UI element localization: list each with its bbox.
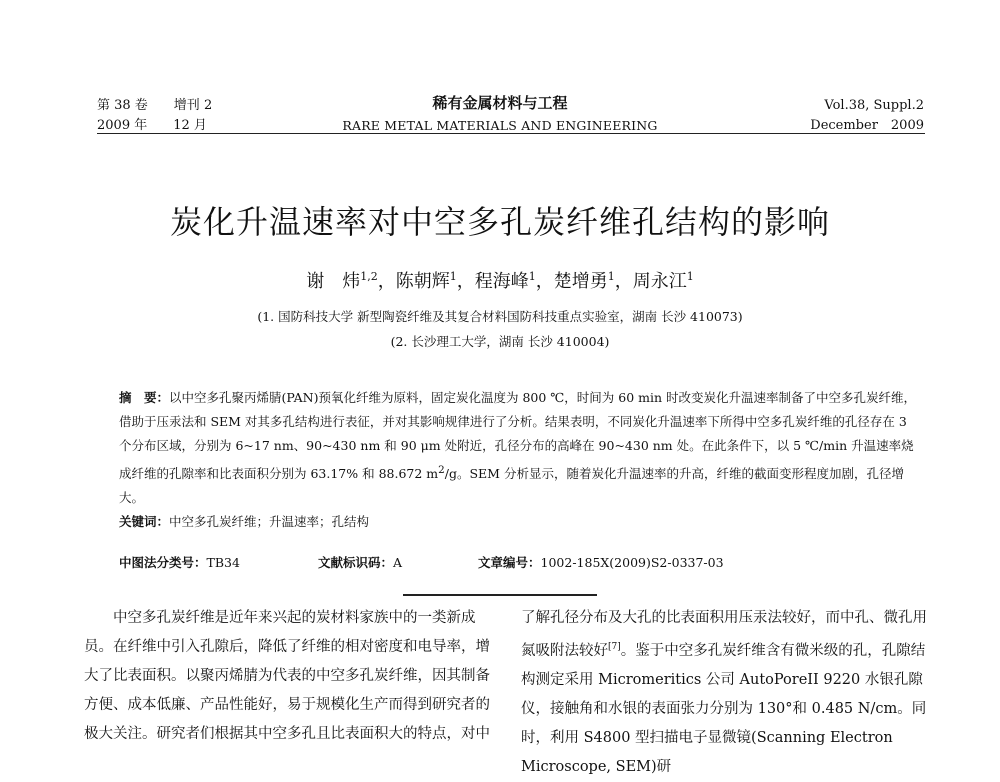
author-list bbox=[200, 267, 800, 293]
citation-ref: [7] bbox=[608, 642, 621, 652]
header-rule bbox=[97, 133, 925, 134]
body-column-right bbox=[521, 604, 929, 782]
header-date-en: December 2009 bbox=[810, 118, 924, 133]
affiliation-2: (2. 长沙理工大学，湖南 长沙 410004) bbox=[390, 334, 610, 349]
paper-title: 炭化升温速率对中空多孔炭纤维孔结构的影响 bbox=[169, 203, 830, 241]
author-name: 谢 炜 bbox=[306, 271, 361, 292]
header-volume-issue: 第 38 卷 增刊 2 bbox=[97, 98, 213, 113]
doc-code-label: 文献标识码： bbox=[318, 555, 394, 570]
abstract bbox=[119, 386, 919, 534]
author-affiliation-mark: 1 bbox=[607, 270, 615, 283]
journal-title-cn: 稀有金属材料与工程 bbox=[432, 94, 568, 112]
abstract-text-cont: /g。SEM 分析显示，随着炭化升温速率的升高，纤维的截面变形程度加剧，孔径增大。 bbox=[119, 466, 904, 506]
clc-number bbox=[119, 553, 240, 571]
journal-title-en: RARE METAL MATERIALS AND ENGINEERING bbox=[342, 118, 658, 133]
author-affiliation-mark: 1 bbox=[686, 270, 694, 283]
document-code bbox=[318, 553, 402, 571]
header-date-cn: 2009 年 12 月 bbox=[97, 118, 207, 133]
keywords-label: 关键词： bbox=[119, 514, 170, 530]
article-number-label: 文章编号： bbox=[478, 555, 541, 570]
body-paragraph: 中空多孔炭纤维是近年来兴起的炭材料家族中的一类新成员。在纤维中引入孔隙后，降低了纤维的相对密度和电导率，增大了比表面积。以聚丙烯腈为代表的中空多孔炭纤维，因其制备方便、成本低廉、产品性能好，易于规模化生产而得到研究者的极大关注。研究者们根据其中空多孔且比表面积大的特点，对中 bbox=[84, 610, 490, 742]
doc-code-value: A bbox=[393, 555, 403, 570]
article-number-value: 1002-185X(2009)S2-0337-03 bbox=[540, 555, 724, 570]
body-column-left bbox=[84, 604, 492, 749]
author-affiliation-mark: 1 bbox=[528, 270, 536, 283]
abstract-label: 摘 要： bbox=[119, 390, 170, 405]
body-text-cont: 。鉴于中空多孔炭纤维含有微米级的孔，孔隙结构测定采用 Micromeritics 公司 AutoPoreII 9220 水银孔隙仪，接触角和水银的表面张力分别为 130°和 0.485 N/cm。同时，利用 S4800 型扫描电子显微镜(Scanning Electron Microscope, SEM)研 bbox=[521, 642, 927, 775]
author-name: ，陈朝辉 bbox=[377, 271, 450, 292]
abstract-superscript: 2 bbox=[438, 464, 445, 476]
body-text: 了解孔径分布及大孔的比表面积用压汞法较好，而中孔、微孔用氮吸附法较好 bbox=[521, 610, 927, 659]
abstract-text: 以中空多孔聚丙烯腈(PAN)预氧化纤维为原料，固定炭化温度为 800 ℃，时间为 60 min 时改变炭化升温速率制备了中空多孔炭纤维，借助于压汞法和 SEM 对其多孔结构进行表征，并对其影响规律进行了分析。结果表明，不同炭化升温速率下所得中空多孔炭纤维的孔径存在 3 个分布区域，分别为 6~17 nm、90~430 nm 和 90 μm 处附近，孔径分布的高峰在 90~430 nm 处。在此条件下，以 5 ℃/min 升温速率烧成纤维的孔隙率和比表面积分别为 63.17% 和 88.672 m bbox=[119, 390, 917, 482]
article-number bbox=[478, 553, 724, 571]
affiliation-1: (1. 国防科技大学 新型陶瓷纤维及其复合材料国防科技重点实验室，湖南 长沙 410073) bbox=[257, 309, 743, 324]
author-name: ，楚增勇 bbox=[535, 271, 608, 292]
keywords-value: 中空多孔炭纤维；升温速率；孔结构 bbox=[169, 514, 370, 530]
author-name: ，程海峰 bbox=[456, 271, 529, 292]
author-name: ，周永江 bbox=[614, 271, 687, 292]
author-affiliation-mark: 1,2 bbox=[360, 270, 378, 283]
header-volume-en: Vol.38, Suppl.2 bbox=[824, 98, 924, 113]
clc-label: 中图法分类号： bbox=[119, 555, 207, 570]
clc-value: TB34 bbox=[206, 555, 240, 570]
section-divider bbox=[403, 594, 597, 596]
author-affiliation-mark: 1 bbox=[449, 270, 457, 283]
